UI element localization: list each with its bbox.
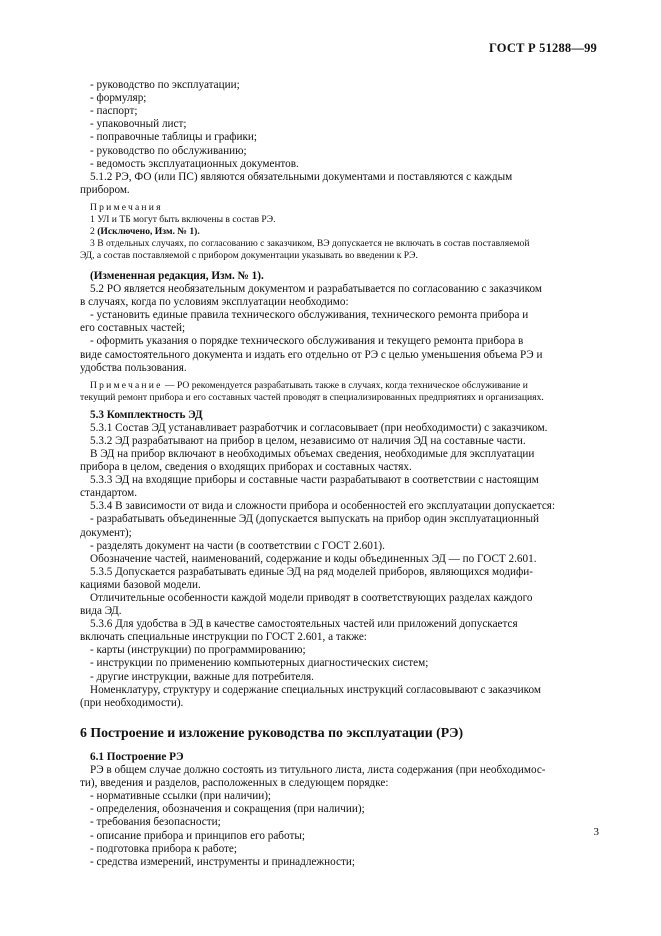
paragraph-line: прибором. <box>80 183 130 196</box>
edition-note: (Измененная редакция, Изм. № 1). <box>90 269 264 282</box>
section-6-1 <box>80 750 599 869</box>
paragraph-line: удобства пользования. <box>80 361 187 374</box>
list-item: - формуляр; <box>90 92 147 105</box>
note-2-text: (Исключено, Изм. № 1). <box>97 225 200 237</box>
list-item: - средства измерений, инструменты и принадлежности; <box>90 855 355 868</box>
document-list <box>90 79 599 171</box>
list-item: - руководство по эксплуатации; <box>90 79 240 92</box>
note-line: текущий ремонт прибора и его составных частей проводят в специализированных предприятиях и организациях. <box>80 391 544 403</box>
paragraph-line: - разрабатывать объединенные ЭД (допускается выпускать на прибор один эксплуатационный <box>90 513 539 526</box>
paragraph-line: - другие инструкции, важные для потребителя. <box>90 670 314 683</box>
paragraph-line: 5.1.2 РЭ, ФО (или ПС) являются обязательными документами и поставляются с каждым <box>90 170 513 183</box>
list-item: - требования безопасности; <box>90 816 221 829</box>
list-item: - ведомость эксплуатационных документов. <box>90 157 299 170</box>
paragraph-line: РЭ в общем случае должно состоять из титульного листа, листа содержания (при необходимос- <box>90 764 546 777</box>
paragraph-line: - оформить указания о порядке технического обслуживания и текущего ремонта прибора в <box>90 335 524 348</box>
list-item: - определения, обозначения и сокращения (при наличии); <box>90 803 365 816</box>
note-1: 1 УЛ и ТБ могут быть включены в состав РЭ. <box>90 213 276 225</box>
note-3-line: 3 В отдельных случаях, по согласованию с заказчиком, ВЭ допускается не включать в состав поставляемой <box>90 237 530 249</box>
paragraph-line: - карты (инструкции) по программированию; <box>90 644 306 657</box>
list-item: - подготовка прибора к работе; <box>90 842 237 855</box>
paragraph-line: Отличительные особенности каждой модели приводят в соответствующих разделах каждого <box>90 592 533 604</box>
paragraph-line: 5.3.6 Для удобства в ЭД в качестве самостоятельных частей или приложений допускается <box>90 618 518 631</box>
note-3-line: ЭД, а состав поставляемой с прибором документации указывать во введении к РЭ. <box>80 249 418 261</box>
note-2-number: 2 <box>90 225 98 237</box>
paragraph-line: стандартом. <box>80 487 138 500</box>
clause-5-2 <box>80 283 599 375</box>
clause-5-1-2 <box>80 170 599 197</box>
note-2 <box>90 226 599 238</box>
paragraph-line: - разделять документ на части (в соответствии с ГОСТ 2.601). <box>90 539 385 552</box>
paragraph-line: вида ЭД. <box>80 605 122 618</box>
list-item: - паспорт; <box>90 105 138 118</box>
list-item: - поправочные таблицы и графики; <box>90 131 258 144</box>
note-title: Примечание <box>90 379 163 391</box>
section-5-3 <box>80 408 599 710</box>
paragraph-line: кациями базовой модели. <box>80 578 201 591</box>
paragraph-line: прибора в целом, сведения о входящих приборах и составных частях. <box>80 461 412 474</box>
paragraph-line: В ЭД на прибор включают в необходимых объемах сведения, необходимые для эксплуатации <box>90 447 535 460</box>
paragraph-line: - установить единые правила технического обслуживания, технического ремонта прибора и <box>90 309 529 322</box>
note-text: — РО рекомендуется разрабатывать также в случаях, когда техническое обслуживание и <box>162 379 528 391</box>
section-heading: 5.3 Комплектность ЭД <box>90 408 203 421</box>
paragraph-line: - инструкции по применению компьютерных диагностических систем; <box>90 657 429 670</box>
paragraph-line: 5.3.1 Состав ЭД устанавливает разработчик и согласовывает (при необходимости) с заказчиком. <box>90 421 548 434</box>
note-block <box>80 379 599 404</box>
document-code-header: ГОСТ Р 51288—99 <box>488 41 597 55</box>
list-item: - нормативные ссылки (при наличии); <box>90 790 272 803</box>
paragraph-line: 5.3.3 ЭД на входящие приборы и составные части разрабатывают в соответствии с настоящим <box>90 474 539 487</box>
paragraph-line: его составных частей; <box>80 322 186 335</box>
list-item: - руководство по обслуживанию; <box>90 144 247 157</box>
list-item: - упаковочный лист; <box>90 118 187 131</box>
paragraph-line: Обозначение частей, наименований, содержание и коды объединенных ЭД — по ГОСТ 2.601. <box>90 552 537 565</box>
section-heading: 6.1 Построение РЭ <box>90 750 184 763</box>
paragraph-line: 5.3.4 В зависимости от вида и сложности прибора и особенностей его эксплуатации допускается: <box>90 500 556 513</box>
paragraph-line: (при необходимости). <box>80 696 184 709</box>
paragraph-line: 5.3.5 Допускается разрабатывать единые ЭД на ряд моделей приборов, являющихся модифи- <box>90 565 533 578</box>
paragraph-line: 5.2 РО является необязательным документом и разрабатывается по согласованию с заказчиком <box>90 283 542 296</box>
notes-block <box>80 201 599 262</box>
paragraph-line: виде самостоятельного документа и издать его отдельно от РЭ с целью уменьшения объема РЭ и <box>80 348 543 361</box>
section-6-heading: 6 Построение и изложение руководства по эксплуатации (РЭ) <box>80 724 464 740</box>
paragraph-line: 5.3.2 ЭД разрабатывают на прибор в целом, независимо от наличия ЭД на составные части. <box>90 434 526 447</box>
paragraph-line: Номенклатуру, структуру и содержание специальных инструкций согласовывают с заказчиком <box>90 683 541 696</box>
paragraph-line: в случаях, когда по условиям эксплуатации необходимо: <box>80 296 349 309</box>
list-item: - описание прибора и принципов его работы; <box>90 829 305 842</box>
paragraph-line: включать специальные инструкции по ГОСТ 2.601, а также: <box>80 631 367 644</box>
notes-title: Примечания <box>90 201 163 213</box>
paragraph-line: ти), введения и разделов, расположенных в следующем порядке: <box>80 777 389 790</box>
note-line <box>90 380 599 392</box>
paragraph-line: документ); <box>80 526 132 539</box>
page-number: 3 <box>593 826 599 838</box>
